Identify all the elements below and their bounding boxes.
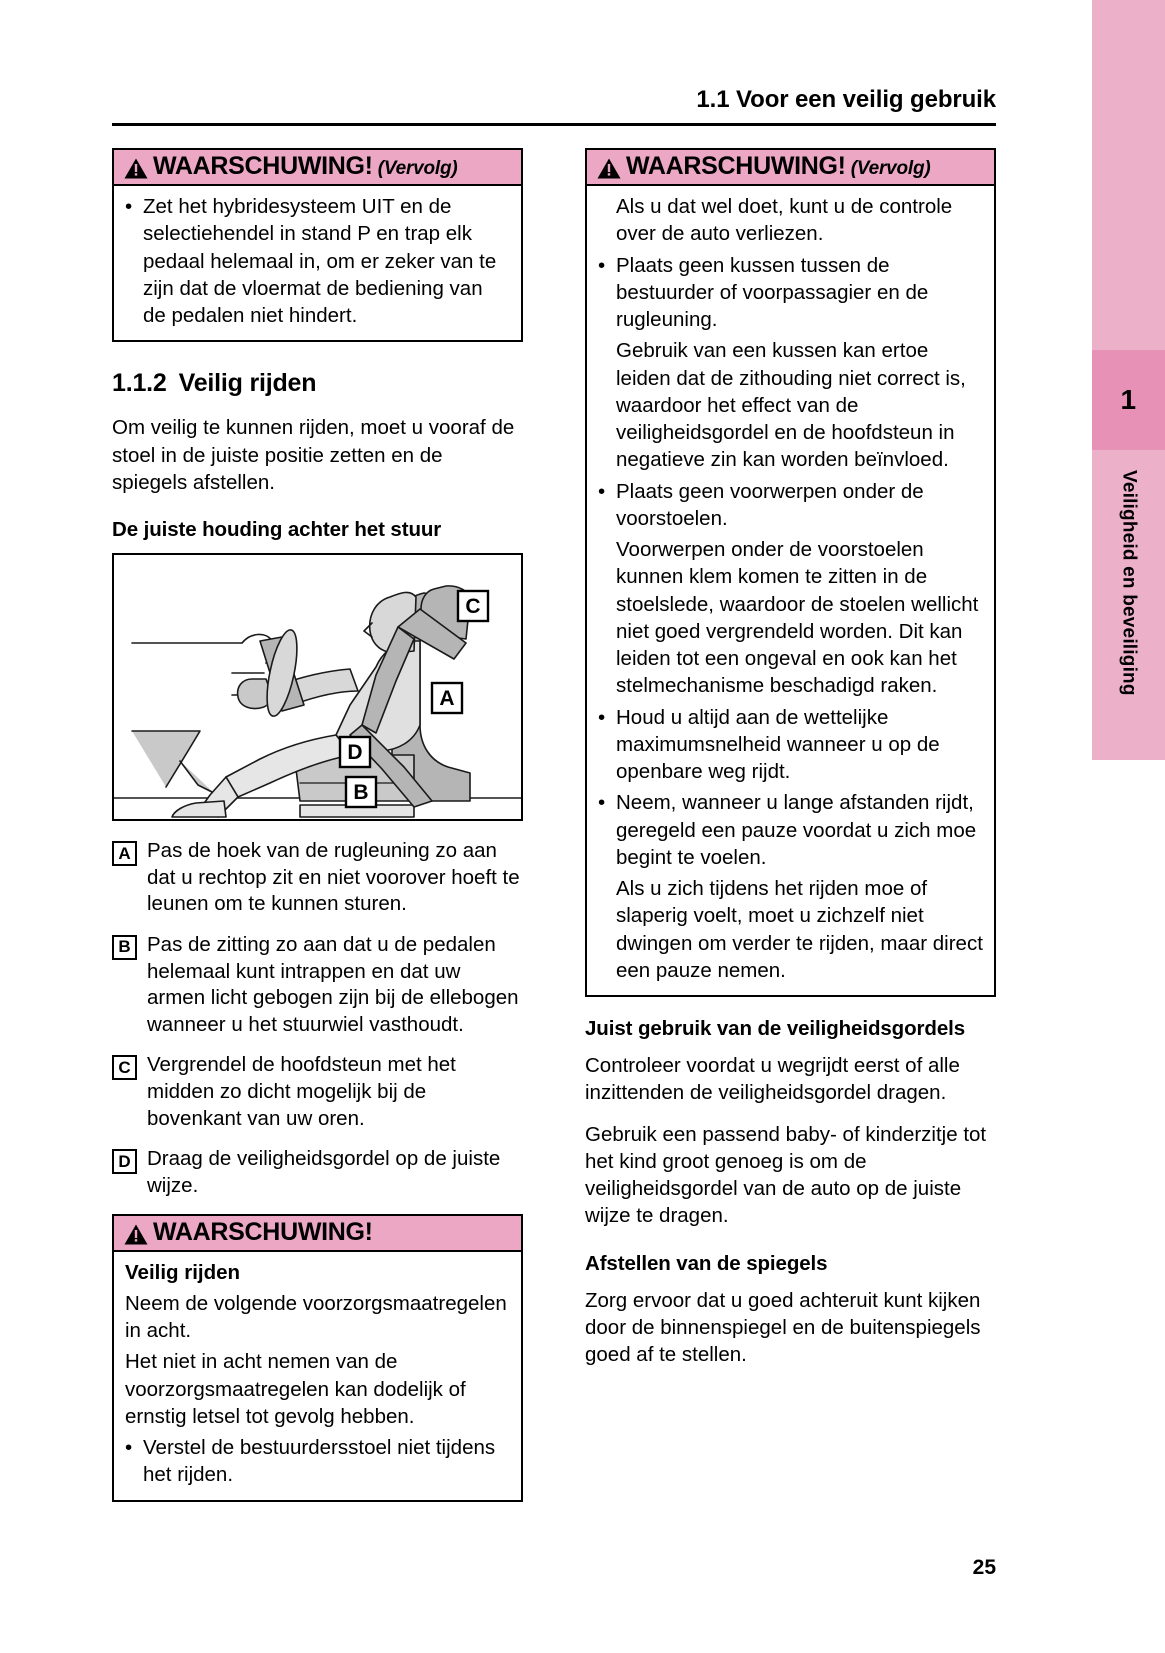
page-number: 25 [972,1556,996,1579]
paragraph: Gebruik een passend baby- of kinderzitje tot het kind groot genoeg is om de veiligheidsgordel van de auto op de juiste wijze te dragen. [585,1122,987,1228]
warning-continued-label: (Vervolg) [850,158,931,179]
svg-text:D: D [347,741,363,764]
warning-triangle-icon [597,158,621,179]
list-item [112,1146,523,1199]
warning-body [114,1252,521,1500]
warning-box-continued-left [112,148,523,342]
callout-badge-b: B [112,935,137,960]
list-item [112,838,523,918]
warning-bullet-text: Verstel de bestuurdersstoel niet tijdens het rijden. [143,1436,496,1487]
list-item [112,932,523,1039]
left-column [112,148,523,1502]
page-title: 1.1 Voor een veilig gebruik [696,86,996,113]
driving-posture-illustration [112,553,523,821]
warning-body [587,186,994,995]
section-title: Veilig rijden [178,369,317,398]
warning-title: WAARSCHUWING! [626,152,846,180]
warning-bullet [598,252,983,334]
paragraph: Zorg ervoor dat u goed achteruit kunt kijken door de binnenspiegel en de buitenspiegels goed af te stellen. [585,1288,981,1366]
warning-paragraph-2: Het niet in acht nemen van de voorzorgsmaatregelen kan dodelijk of ernstig letsel tot gevolg hebben. [125,1350,466,1428]
bullet-dot: • [598,791,606,815]
callout-text-d: Draag de veiligheidsgordel op de juiste wijze. [147,1147,501,1198]
paragraph: Controleer voordat u wegrijdt eerst of alle inzittenden de veiligheidsgordel dragen. [585,1054,960,1105]
section-number: 1.1.2 [112,369,167,398]
subsection-heading: De juiste houding achter het stuur [112,518,442,541]
chapter-label [1092,470,1165,760]
warning-bullet-text: Zet het hybridesysteem UIT en de selectiehendel in stand P en trap elk pedaal helemaal in, om er zeker van te zijn dat de vloermat de bediening van de pedalen niet hindert. [143,195,497,327]
warning-triangle-icon [124,1224,148,1245]
warning-box-bottom-left [112,1214,523,1502]
warning-header [587,150,994,186]
warning-bullet [125,1434,510,1489]
list-item [112,1052,523,1132]
chapter-number-badge: 1 [1092,350,1165,450]
warning-continued-label: (Vervolg) [377,158,458,179]
bullet-dot: • [125,195,133,218]
figure-callout-d [340,737,370,767]
bullet-dot: • [598,705,606,729]
warning-continuation-text: Als u zich tijdens het rijden moe of slaperig voelt, moet u zichzelf niet dwingen om verder te rijden, maar direct een pauze nemen. [616,877,983,982]
warning-title: WAARSCHUWING! [153,152,373,180]
chapter-side-tab [1092,0,1165,760]
callout-badge-a: A [112,841,137,866]
callout-badge-c: C [112,1055,137,1080]
right-column [585,148,996,1382]
warning-bullet [598,704,983,786]
figure-callout-c [458,591,488,621]
callout-text-b: Pas de zitting zo aan dat u de pedalen helemaal kunt intrappen en dat uw armen licht gebogen zijn bij de ellebogen wanneer u het stuurwiel vasthoudt. [147,932,519,1036]
warning-subtitle: Veilig rijden [125,1260,241,1284]
warning-continuation-text: Voorwerpen onder de voorstoelen kunnen klem komen te zitten in de stoelslede, waardoor de stoelen wellicht niet goed vergrendeld worden. Dit kan leiden tot een ongeval en ook kan het stelmechanisme beschadigd raken. [616,538,979,698]
figure-callout-b [346,777,376,807]
chapter-label-text: Veiligheid en beveiliging [1118,470,1140,696]
warning-body [114,186,521,340]
driving-posture-figure-svg [114,555,521,819]
callout-text-a: Pas de hoek van de rugleuning zo aan dat u rechtop zit en niet voorover hoeft te leunen om te kunnen sturen. [147,839,520,916]
warning-bullet-text: Plaats geen kussen tussen de bestuurder of voorpassagier en de rugleuning. [616,253,929,331]
header-divider [112,123,996,126]
warning-header [114,1216,521,1252]
warning-box-continued-right [585,148,996,997]
bullet-dot: • [598,253,606,277]
warning-bullet-text: Plaats geen voorwerpen onder de voorstoelen. [616,479,924,530]
warning-bullet [598,789,983,871]
warning-header [114,150,521,186]
callout-text-c: Vergrendel de hoofdsteun met het midden zo dicht mogelijk bij de bovenkant van uw oren. [147,1053,456,1130]
bullet-dot: • [125,1436,133,1460]
section-intro-paragraph: Om veilig te kunnen rijden, moet u vooraf de stoel in de juiste positie zetten en de spiegels afstellen. [112,416,515,494]
subsection-heading-seatbelts: Juist gebruik van de veiligheidsgordels [585,1017,966,1040]
page-header [112,86,996,114]
warning-continuation-text: Gebruik van een kussen kan ertoe leiden dat de zithouding niet correct is, waardoor het effect van de veiligheidsgordel en de hoofdsteun in negatieve zin kan worden beïnvloed. [616,339,966,472]
warning-title: WAARSCHUWING! [153,1217,373,1246]
warning-bullet [598,478,983,533]
subsection-heading-mirrors: Afstellen van de spiegels [585,1251,828,1275]
section-heading [112,369,523,398]
svg-text:C: C [465,595,481,618]
warning-bullet-text: Houd u altijd aan de wettelijke maximumsnelheid wanneer u op de openbare weg rijdt. [616,705,940,783]
svg-text:A: A [439,687,455,710]
figure-callout-a [432,683,462,713]
bullet-dot: • [598,479,606,503]
warning-bullet [125,193,510,329]
warning-bullet-text: Neem, wanneer u lange afstanden rijdt, geregeld een pauze voordat u zich moe begint te voelen. [616,791,977,869]
warning-triangle-icon [124,158,148,179]
callout-badge-d: D [112,1149,137,1174]
callout-description-list [112,838,523,1200]
warning-paragraph-1: Neem de volgende voorzorgsmaatregelen in acht. [125,1291,507,1343]
warning-continuation-text: Als u dat wel doet, kunt u de controle over de auto verliezen. [616,195,953,246]
svg-text:B: B [353,781,369,804]
